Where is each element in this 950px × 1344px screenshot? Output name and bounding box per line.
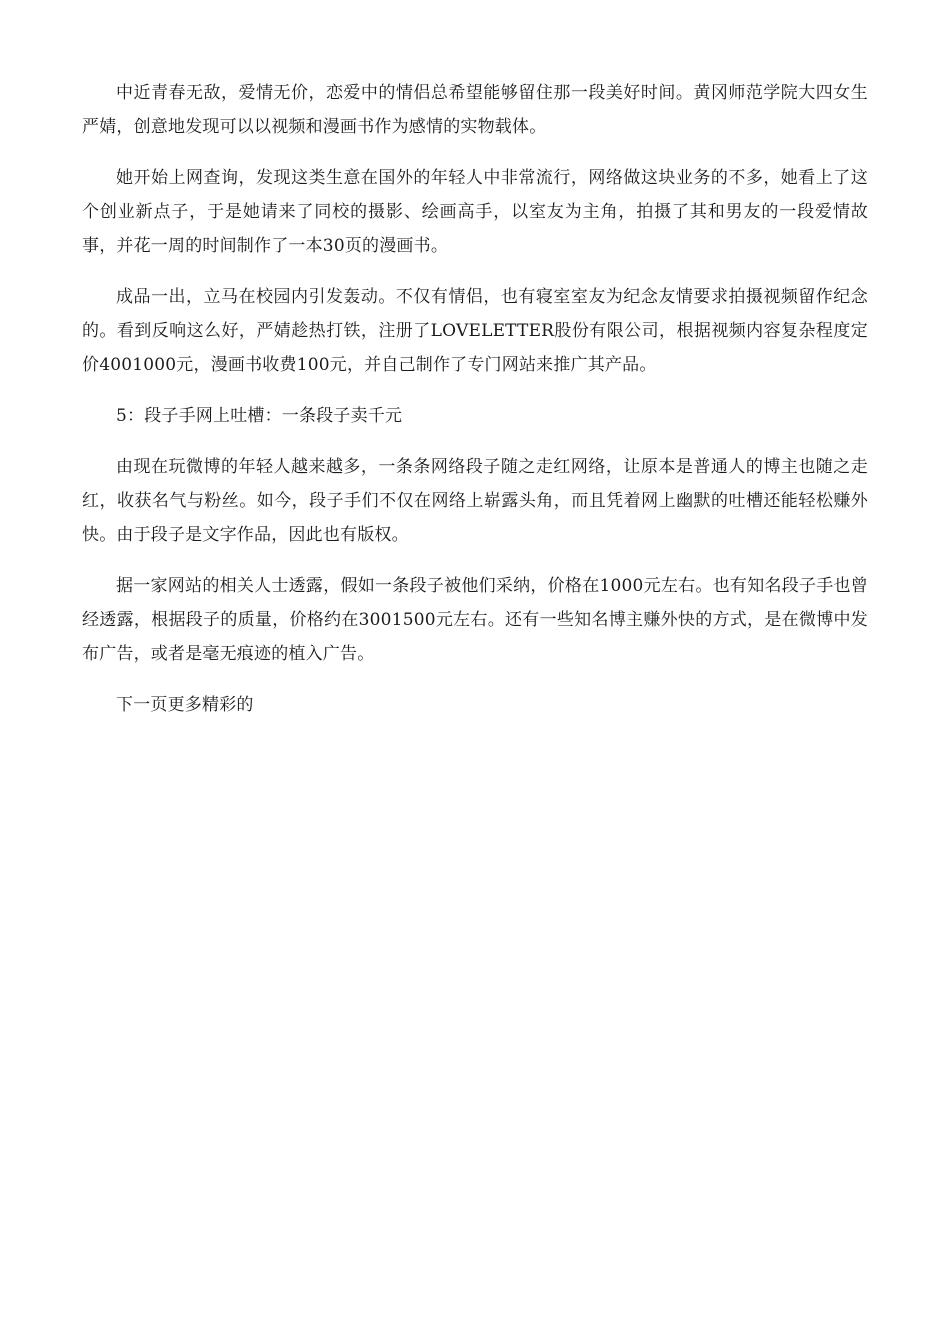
paragraph-intro: 中近青春无敌，爱情无价，恋爱中的情侣总希望能够留住那一段美好时间。黄冈师范学院大四女生严婧，创意地发现可以以视频和漫画书作为感情的实物载体。 — [82, 83, 868, 137]
document-body — [82, 76, 868, 739]
paragraph-pricing: 据一家网站的相关人士透露，假如一条段子被他们采纳，价格在1000元左右。也有知名段子手也曾经透露，根据段子的质量，价格约在3001500元左右。还有一些知名博主赚外快的方式，是在微博中发布广告，或者是毫无痕迹的植入广告。 — [82, 576, 868, 664]
paragraph-weibo: 由现在玩微博的年轻人越来越多，一条条网络段子随之走红网络，让原本是普通人的博主也随之走红，收获名气与粉丝。如今，段子手们不仅在网络上崭露头角，而且凭着网上幽默的吐槽还能轻松赚外快。由于段子是文字作品，因此也有版权。 — [82, 457, 868, 545]
next-page-note: 下一页更多精彩的 — [116, 695, 254, 715]
paragraph-product-launch: 成品一出，立马在校园内引发轰动。不仅有情侣，也有寝室室友为纪念友情要求拍摄视频留作纪念的。看到反响这么好，严婧趁热打铁，注册了LOVELETTER股份有限公司，根据视频内容复杂程度定价4001000元，漫画书收费100元，并自己制作了专门网站来推广其产品。 — [82, 287, 868, 375]
paragraph-research: 她开始上网查询，发现这类生意在国外的年轻人中非常流行，网络做这块业务的不多，她看上了这个创业新点子，于是她请来了同校的摄影、绘画高手，以室友为主角，拍摄了其和男友的一段爱情故事，并花一周的时间制作了一本30页的漫画书。 — [82, 168, 868, 256]
section-heading: 5：段子手网上吐槽：一条段子卖千元 — [116, 406, 403, 426]
